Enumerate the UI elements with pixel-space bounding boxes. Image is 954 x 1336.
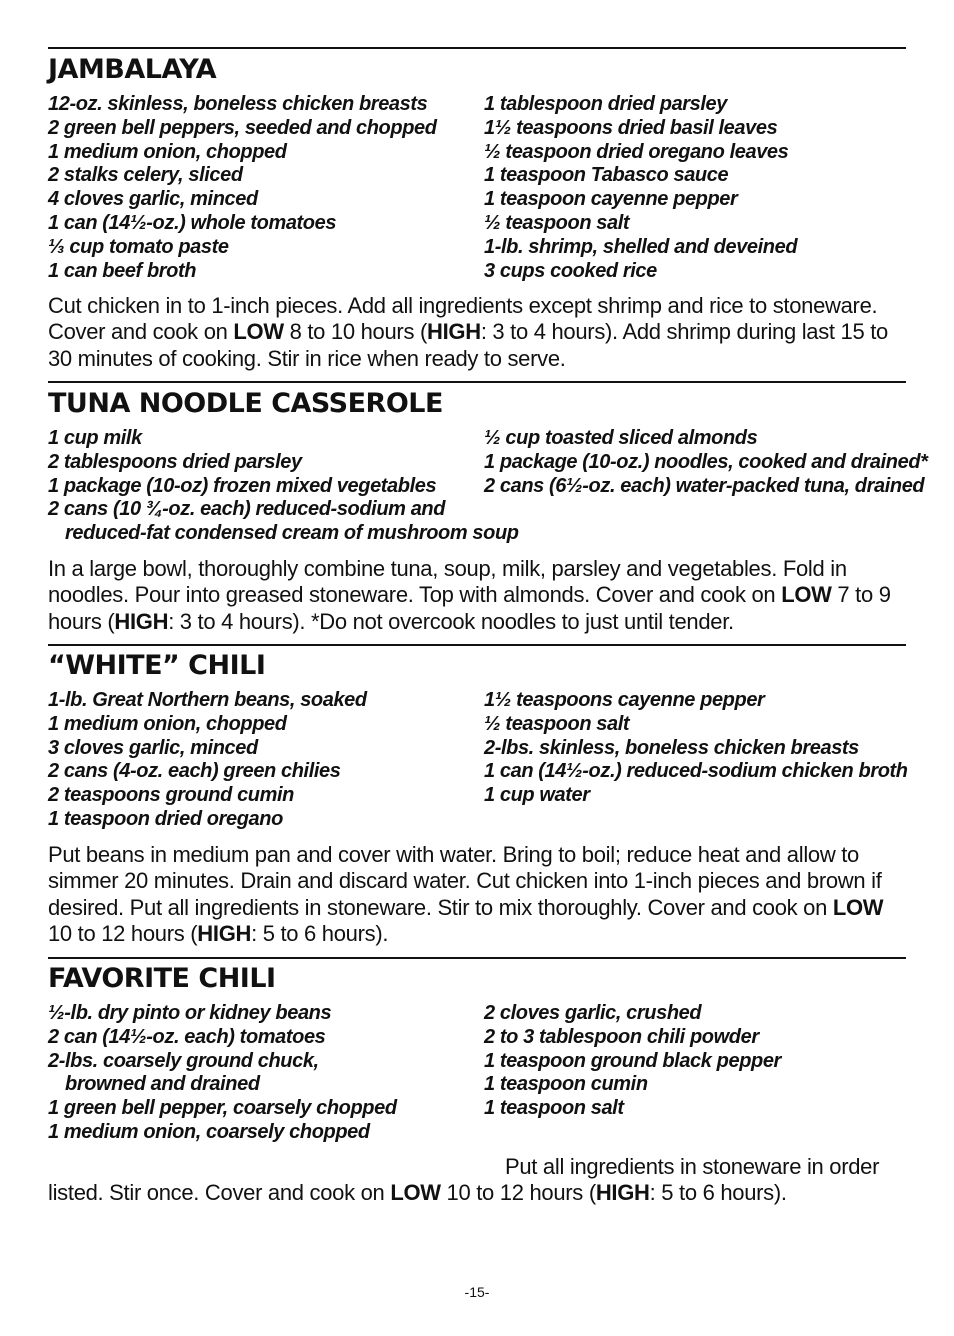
ingredient: 3 cloves garlic, minced	[48, 736, 258, 759]
page-number: -15-	[464, 1284, 490, 1300]
ingredient: 12-oz. skinless, boneless chicken breasts	[48, 93, 428, 115]
directions-jambalaya: Cut chicken in to 1-inch pieces. Add all ingredients except shrimp and rice to stoneware. Cover and cook on LOW 8 to 10 hours (HIGH: 3 to 4 hours). Add shrimp during last 15 to 30 minutes of cooking. Stir in rice when ready to serve.	[48, 293, 888, 371]
ingredient: 2-lbs. coarsely ground chuck,	[48, 1049, 319, 1072]
ingredient: 2 can (14½-oz. each) tomatoes	[48, 1025, 326, 1048]
recipe-title-favorite-chili: FAVORITE CHILI	[48, 963, 276, 994]
ingredient: 2-lbs. skinless, boneless chicken breasts	[484, 736, 859, 759]
ingredient: 1 can (14½-oz.) reduced-sodium chicken broth	[484, 760, 908, 783]
ingredient: 1 teaspoon dried oregano	[48, 807, 283, 830]
ingredients-left-white-chili	[48, 689, 367, 832]
directions-white-chili: Put beans in medium pan and cover with water. Bring to boil; reduce heat and allow to simmer 20 minutes. Drain and discard water. Cut chicken into 1-inch pieces and brown if desired. Put all ingredients in stoneware. Stir to mix thoroughly. Cover and cook on LOW 10 to 12 hours (HIGH: 5 to 6 hours).	[48, 842, 884, 946]
ingredient: 1 teaspoon cumin	[484, 1073, 648, 1096]
ingredient: ½-lb. dry pinto or kidney beans	[48, 1002, 332, 1024]
ingredient: 1 teaspoon ground black pepper	[484, 1049, 781, 1072]
ingredient: 1 green bell pepper, coarsely chopped	[48, 1097, 397, 1120]
section-divider	[48, 47, 906, 49]
ingredient: 1 medium onion, chopped	[48, 712, 287, 735]
section-divider	[48, 381, 906, 383]
ingredient: 1 teaspoon salt	[484, 1097, 624, 1120]
ingredient: ½ teaspoon salt	[484, 211, 630, 234]
ingredients-right-white-chili	[484, 689, 908, 808]
recipe-title-jambalaya: JAMBALAYA	[48, 54, 217, 85]
ingredient: 1 can (14½-oz.) whole tomatoes	[48, 211, 337, 234]
ingredient: 1 teaspoon cayenne pepper	[484, 188, 738, 211]
ingredient: 1½ teaspoons cayenne pepper	[484, 689, 765, 711]
ingredient: 1 medium onion, coarsely chopped	[48, 1120, 370, 1143]
ingredient: ½ cup toasted sliced almonds	[484, 427, 758, 449]
ingredient: 1 cup water	[484, 784, 590, 807]
ingredient: ½ teaspoon dried oregano leaves	[484, 140, 789, 163]
ingredient: 2 cloves garlic, crushed	[484, 1002, 702, 1024]
ingredient: 4 cloves garlic, minced	[48, 188, 258, 211]
ingredient: 2 cans (6½-oz. each) water-packed tuna, drained	[484, 474, 925, 497]
section-divider	[48, 644, 906, 646]
ingredient: 2 tablespoons dried parsley	[48, 450, 302, 473]
ingredient: browned and drained	[65, 1073, 260, 1096]
ingredient: 2 cans (4-oz. each) green chilies	[48, 760, 341, 783]
ingredient: 1 can beef broth	[48, 259, 197, 282]
ingredients-right-favorite-chili	[484, 1002, 781, 1121]
ingredients-left-favorite-chili	[48, 1002, 397, 1145]
ingredients-right-jambalaya	[484, 93, 797, 283]
ingredients-left-jambalaya	[48, 93, 437, 283]
ingredient: 1 package (10-oz) frozen mixed vegetables	[48, 474, 437, 497]
ingredients-left-tuna	[48, 427, 519, 546]
ingredient: 1 tablespoon dried parsley	[484, 93, 728, 115]
recipe-title-tuna-noodle-casserole: TUNA NOODLE CASSEROLE	[48, 388, 443, 419]
ingredient: ½ teaspoon salt	[484, 712, 630, 735]
ingredient: 3 cups cooked rice	[484, 259, 657, 282]
ingredient: 2 green bell peppers, seeded and chopped	[48, 116, 437, 139]
ingredient: 2 teaspoons ground cumin	[48, 784, 294, 807]
ingredient: 1 teaspoon Tabasco sauce	[484, 164, 729, 187]
ingredient: 1-lb. shrimp, shelled and deveined	[484, 235, 798, 258]
ingredient: ⅓ cup tomato paste	[48, 235, 229, 258]
ingredient: 2 to 3 tablespoon chili powder	[484, 1025, 759, 1048]
section-divider	[48, 957, 906, 959]
ingredient: 1 package (10-oz.) noodles, cooked and drained*	[484, 450, 928, 473]
directions-favorite-chili: Put all ingredients in stoneware in order listed. Stir once. Cover and cook on LOW 10 to 12 hours (HIGH: 5 to 6 hours).	[48, 1154, 880, 1206]
ingredient: 2 cans (10 ¾-oz. each) reduced-sodium and	[48, 498, 446, 521]
ingredient: 2 stalks celery, sliced	[48, 164, 243, 187]
recipe-title-white-chili: “WHITE” CHILI	[48, 650, 266, 681]
ingredient: 1-lb. Great Northern beans, soaked	[48, 689, 367, 711]
ingredient: 1½ teaspoons dried basil leaves	[484, 116, 778, 139]
ingredient: 1 cup milk	[48, 427, 142, 449]
ingredient: 1 medium onion, chopped	[48, 140, 287, 163]
directions-tuna: In a large bowl, thoroughly combine tuna, soup, milk, parsley and vegetables. Fold in noodles. Pour into greased stoneware. Top with almonds. Cover and cook on LOW 7 to 9 hours (HIGH: 3 to 4 hours). *Do not overcook noodles to just until tender.	[48, 556, 891, 634]
ingredient: reduced-fat condensed cream of mushroom soup	[65, 522, 519, 545]
ingredients-right-tuna	[484, 427, 928, 498]
